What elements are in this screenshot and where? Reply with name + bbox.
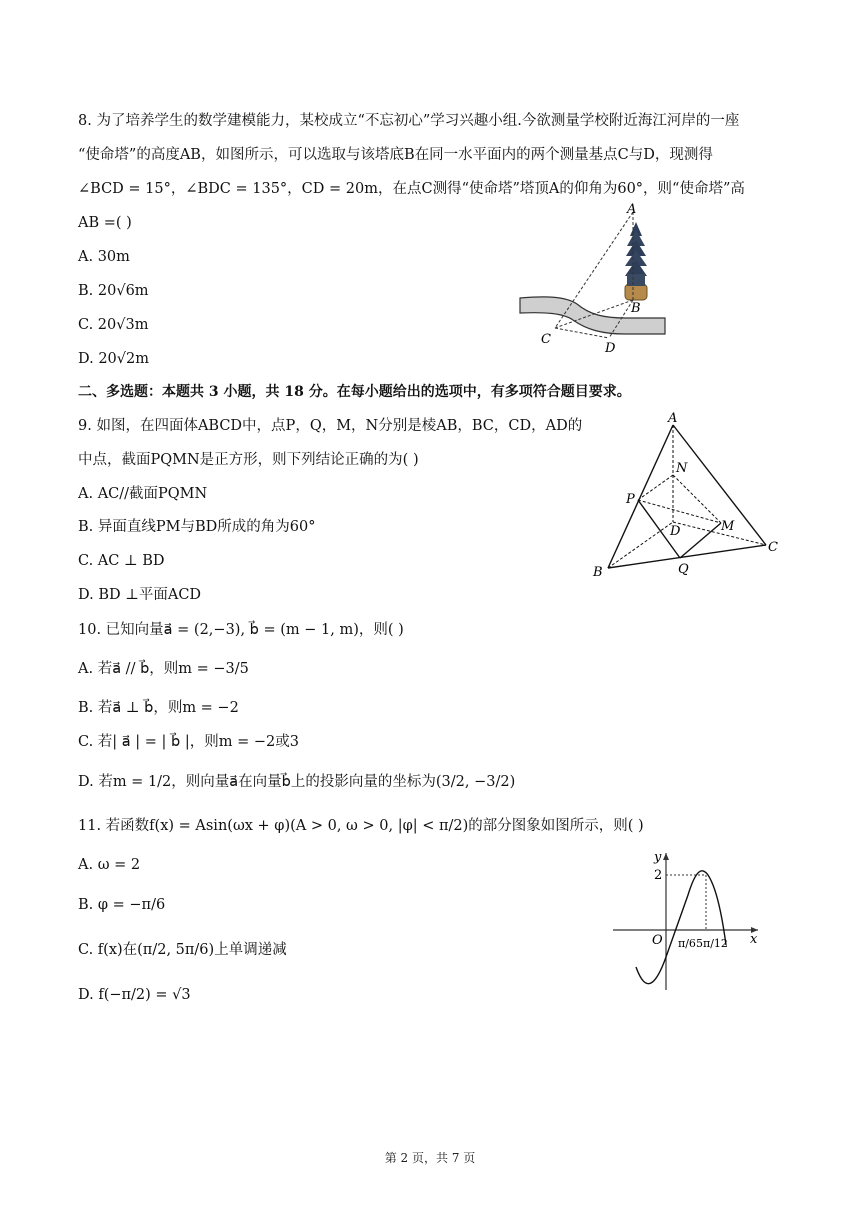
q11-option-c: C. f(x)在(π/2, 5π/6)上单调递减 (78, 942, 287, 958)
q8-tower-figure (515, 200, 675, 355)
q9-label-b: B (593, 565, 603, 580)
q8-label-c: C (541, 332, 551, 347)
river-bank (520, 297, 665, 334)
q9-option-d: D. BD ⊥平面ACD (78, 587, 202, 603)
q8-label-a: A (627, 202, 637, 217)
q11-label-5pi12: 5π/12 (696, 937, 728, 950)
q11-stem: 11. 若函数f(x) = Asin(ωx + φ)(A > 0, ω > 0, |φ| < π/2)的部分图象如图所示，则( ) (78, 818, 644, 834)
q11-sine-graph (608, 845, 768, 995)
q9-option-c: C. AC ⊥ BD (78, 553, 165, 569)
q11-label-y: y (654, 850, 662, 865)
q8-stem-line-4: AB =( ) (78, 215, 132, 231)
q11-option-a: A. ω = 2 (78, 857, 141, 873)
q9-stem-line-1: 9. 如图，在四面体ABCD中，点P，Q，M，N分别是棱AB，BC，CD，AD的 (78, 418, 583, 434)
page-footer: 第 2 页，共 7 页 (384, 1151, 476, 1165)
q10-option-c: C. 若| a⃗ | = | b⃗ |，则m = −2或3 (78, 734, 299, 750)
q9-label-p: P (626, 492, 635, 507)
q9-label-n: N (676, 461, 688, 476)
q8-stem-line-2: “使命塔”的高度AB，如图所示，可以选取与该塔底B在同一水平面内的两个测量基点C与D，现测得 (78, 147, 713, 163)
section-2-heading: 二、多选题：本题共 3 小题，共 18 分。在每小题给出的选项中，有多项符合题目要求。 (78, 384, 631, 400)
q11-label-x: x (750, 932, 758, 947)
q10-option-b: B. 若a⃗ ⊥ b⃗，则m = −2 (78, 700, 239, 716)
q9-label-q: Q (678, 562, 689, 577)
q8-option-d: D. 20√2m (78, 351, 149, 367)
q9-label-m: M (721, 519, 735, 534)
q10-option-a: A. 若a⃗ // b⃗，则m = −3/5 (78, 661, 249, 677)
q8-stem-line-3: ∠BCD = 15°，∠BDC = 135°，CD = 20m，在点C测得“使命塔”塔顶A的仰角为60°，则“使命塔”高 (78, 181, 745, 197)
q8-label-b: B (631, 301, 641, 316)
q8-option-c: C. 20√3m (78, 317, 149, 333)
q9-label-a: A (668, 411, 678, 426)
q10-stem: 10. 已知向量a⃗ = (2,−3), b⃗ = (m − 1, m)，则( ) (78, 622, 404, 638)
q11-option-b: B. φ = −π/6 (78, 897, 166, 913)
q9-stem-line-2: 中点，截面PQMN是正方形，则下列结论正确的为( ) (78, 452, 419, 468)
q11-label-pi6: π/6 (678, 937, 696, 950)
q11-option-d: D. f(−π/2) = √3 (78, 987, 191, 1003)
q8-option-a: A. 30m (78, 249, 130, 265)
q9-label-d: D (670, 524, 681, 539)
q8-stem-line-1: 8. 为了培养学生的数学建模能力，某校成立“不忘初心”学习兴趣小组.今欲测量学校附近海江河岸的一座 (78, 113, 740, 129)
q8-label-d: D (605, 341, 616, 355)
q9-tetrahedron-figure (588, 410, 788, 582)
q9-label-c: C (768, 540, 778, 555)
q9-option-b: B. 异面直线PM与BD所成的角为60° (78, 519, 316, 535)
q9-option-a: A. AC//截面PQMN (78, 486, 208, 502)
sine-curve (636, 871, 726, 984)
q11-label-o: O (652, 933, 663, 948)
tower-icon (625, 222, 647, 300)
q8-option-b: B. 20√6m (78, 283, 149, 299)
q11-label-2: 2 (654, 868, 663, 883)
q10-option-d: D. 若m = 1/2，则向量a⃗在向量b⃗上的投影向量的坐标为(3/2, −3/2) (78, 774, 516, 790)
